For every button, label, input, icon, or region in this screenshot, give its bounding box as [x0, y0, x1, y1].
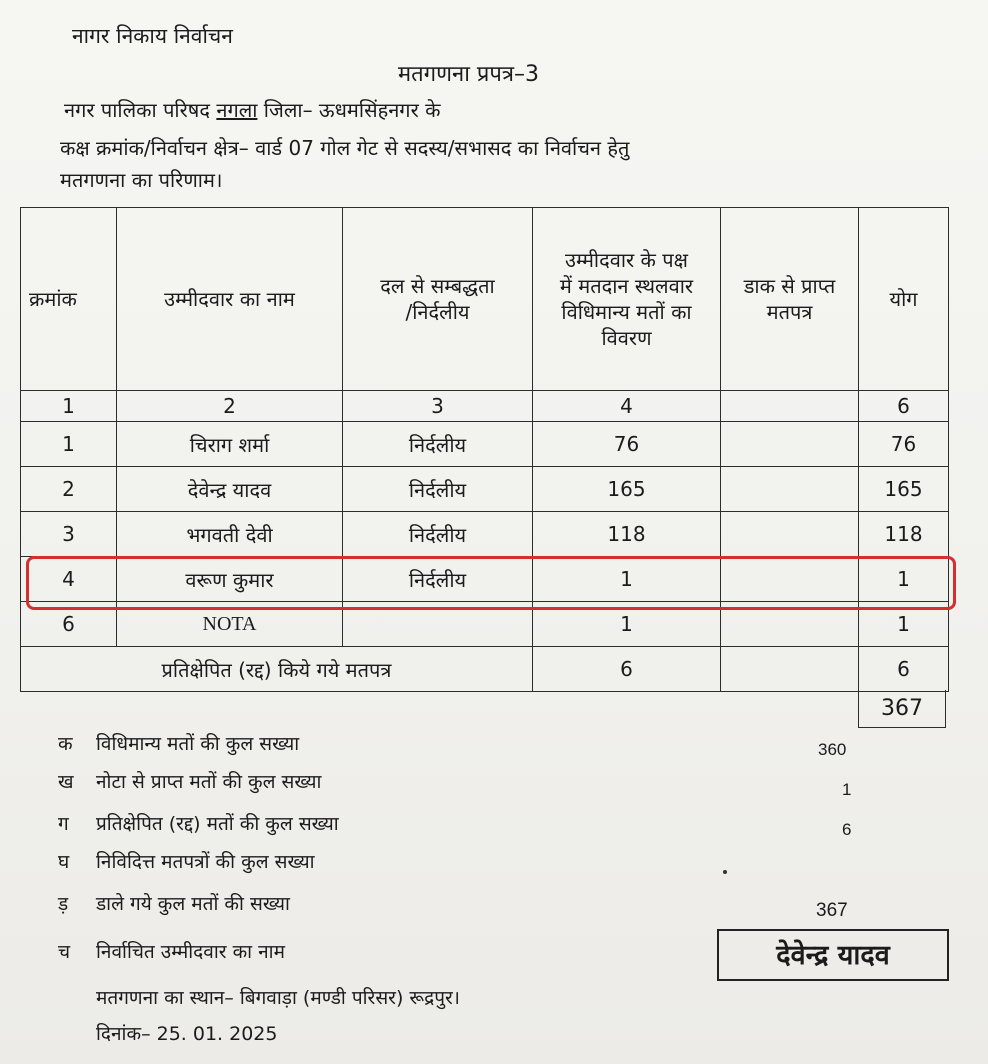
form-title: मतगणना प्रपत्र–3: [398, 62, 540, 87]
candidate-name: देवेन्द्र यादव: [117, 467, 343, 512]
summary-letter: ग: [58, 813, 69, 835]
candidate-votes: 1: [533, 557, 721, 602]
result-subtitle: मतगणना का परिणाम।: [60, 168, 223, 192]
summary-value: 1: [842, 780, 852, 799]
header-candidate: उम्मीदवार का नाम: [117, 208, 343, 391]
candidate-total: 1: [859, 557, 949, 602]
row-serial: 1: [21, 422, 117, 467]
header-votes-line3: विधिमान्य मतों का: [561, 300, 692, 324]
council-name: नगला: [216, 98, 258, 122]
council-suffix: जिला– ऊधमसिंहनगर के: [257, 98, 441, 122]
summary-value: 6: [842, 820, 852, 839]
candidate-votes: 165: [533, 467, 721, 512]
candidate-name: चिराग शर्मा: [117, 422, 343, 467]
header-serial: क्रमांक: [21, 208, 117, 391]
candidate-party: निर्दलीय: [343, 422, 533, 467]
candidate-postal: [721, 467, 859, 512]
summary-letter: घ: [58, 851, 70, 873]
header-votes: [533, 208, 721, 391]
candidate-postal: [721, 512, 859, 557]
rejected-votes: 6: [533, 647, 721, 692]
candidate-postal: [721, 422, 859, 467]
summary-label: निर्वाचित उम्मीदवार का नाम: [96, 941, 285, 963]
header-postal: [721, 208, 859, 391]
council-prefix: नगर पालिका परिषद: [64, 98, 217, 122]
summary-label: प्रतिक्षेपित (रद्द) मतों की कुल सख्या: [96, 813, 339, 835]
summary-label: डाले गये कुल मतों की सख्या: [96, 893, 290, 915]
ward-line: कक्ष क्रमांक/निर्वाचन क्षेत्र– वार्ड 07 गोल गेट से सदस्य/सभासद का निर्वाचन हेतु: [60, 136, 630, 160]
header-postal-line2: मतपत्र: [766, 300, 813, 324]
ink-dot: [723, 870, 727, 874]
election-heading: नागर निकाय निर्वाचन: [72, 24, 233, 48]
header-votes-line4: विवरण: [601, 326, 652, 350]
header-party-line2: /निर्दलीय: [405, 300, 470, 324]
summary-letter: ख: [58, 771, 74, 793]
header-votes-line2: में मतदान स्थलवार: [559, 274, 694, 298]
rejected-row: [21, 647, 949, 692]
index-cell: [721, 391, 859, 422]
rejected-postal: [721, 647, 859, 692]
candidate-name: भगवती देवी: [117, 512, 343, 557]
elected-candidate-box: देवेन्द्र यादव: [717, 929, 949, 981]
table-row: [21, 422, 949, 467]
header-party-line1: दल से सम्बद्धता: [380, 274, 495, 298]
summary-letter: ड़: [58, 893, 69, 915]
header-total: योग: [859, 208, 949, 391]
column-index-row: [21, 391, 949, 422]
results-table: [20, 207, 949, 692]
council-line: [64, 96, 440, 123]
row-serial: 6: [21, 602, 117, 647]
summary-letter: क: [58, 733, 73, 755]
candidate-name: NOTA: [117, 602, 343, 647]
index-cell: 6: [859, 391, 949, 422]
summary-label: नोटा से प्राप्त मतों की कुल सख्या: [96, 771, 322, 793]
index-cell: 2: [117, 391, 343, 422]
candidate-party: निर्दलीय: [343, 512, 533, 557]
rejected-label: प्रतिक्षेपित (रद्द) किये गये मतपत्र: [21, 647, 533, 692]
counting-place: मतगणना का स्थान– बिगवाड़ा (मण्डी परिसर) रूद्रपुर।: [96, 987, 461, 1009]
candidate-total: 76: [859, 422, 949, 467]
candidate-total: 118: [859, 512, 949, 557]
header-party: [343, 208, 533, 391]
counting-date: दिनांक– 25. 01. 2025: [96, 1023, 278, 1045]
grand-total: 367: [858, 690, 946, 728]
row-serial: 4: [21, 557, 117, 602]
table-row: [21, 512, 949, 557]
candidate-total: 1: [859, 602, 949, 647]
candidate-party: निर्दलीय: [343, 557, 533, 602]
highlight-box: [26, 556, 956, 610]
summary-value: 367: [816, 900, 848, 921]
table-header-row: [21, 208, 949, 391]
summary-label: निविदित्त मतपत्रों की कुल सख्या: [96, 851, 315, 873]
candidate-name: वरूण कुमार: [117, 557, 343, 602]
row-serial: 3: [21, 512, 117, 557]
index-cell: 3: [343, 391, 533, 422]
candidate-total: 165: [859, 467, 949, 512]
row-serial: 2: [21, 467, 117, 512]
candidate-party: निर्दलीय: [343, 467, 533, 512]
candidate-votes: 76: [533, 422, 721, 467]
rejected-total: 6: [859, 647, 949, 692]
candidate-votes: 118: [533, 512, 721, 557]
summary-letter: च: [58, 941, 71, 963]
index-cell: 1: [21, 391, 117, 422]
header-votes-line1: उम्मीदवार के पक्ष: [565, 248, 688, 272]
candidate-votes: 1: [533, 602, 721, 647]
summary-value: 360: [818, 740, 847, 759]
table-row: [21, 467, 949, 512]
header-postal-line1: डाक से प्राप्त: [743, 274, 836, 298]
summary-label: विधिमान्य मतों की कुल सख्या: [96, 733, 300, 755]
index-cell: 4: [533, 391, 721, 422]
